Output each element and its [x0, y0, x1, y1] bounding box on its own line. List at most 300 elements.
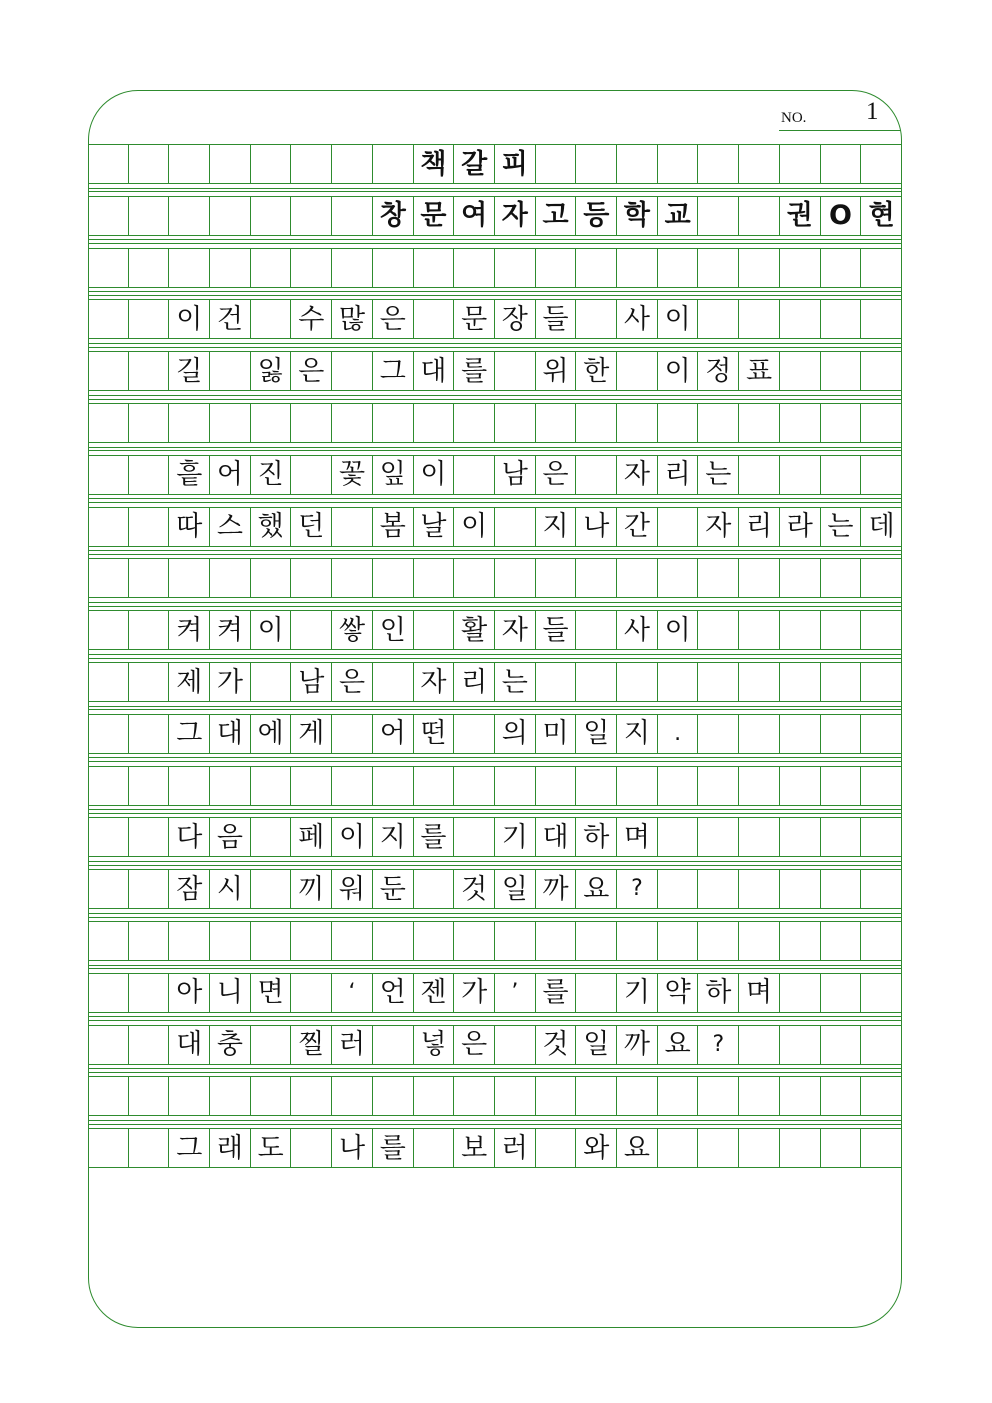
- grid-cell-char: 이: [454, 508, 495, 546]
- grid-cell-char: 표: [739, 352, 780, 390]
- grid-cell-char: 를: [536, 974, 577, 1012]
- grid-cell-empty: [536, 145, 577, 183]
- grid-cell-empty: [292, 249, 333, 287]
- grid-cell-empty: [576, 456, 617, 494]
- grid-cell-empty: [210, 352, 251, 390]
- grid-row: [88, 610, 902, 650]
- grid-cell-empty: [821, 974, 862, 1012]
- grid-cell-empty: [129, 508, 170, 546]
- grid-cell-char: 이: [332, 818, 373, 856]
- grid-cell-empty: [780, 1077, 821, 1115]
- grid-cell-empty: [414, 249, 455, 287]
- grid-cell-empty: [414, 767, 455, 805]
- grid-cell-empty: [861, 767, 902, 805]
- grid-row: [88, 973, 902, 1013]
- grid-cell-empty: [658, 663, 699, 701]
- grid-cell-char: 많: [332, 300, 373, 338]
- grid-cell-empty: [129, 974, 170, 1012]
- grid-cell-empty: [861, 559, 902, 597]
- grid-gap-line: [88, 813, 902, 814]
- grid-cell-char: 자: [699, 508, 740, 546]
- grid-cell-empty: [739, 300, 780, 338]
- grid-cell-empty: [576, 767, 617, 805]
- grid-cell-char: 아: [169, 974, 210, 1012]
- grid-cell-empty: [169, 767, 210, 805]
- grid-cell-empty: [658, 870, 699, 908]
- grid-cell-empty: [414, 559, 455, 597]
- grid-row: [88, 144, 902, 184]
- grid-cell-empty: [861, 974, 902, 1012]
- grid-cell-empty: [821, 559, 862, 597]
- grid-cell-empty: [332, 767, 373, 805]
- grid-cell-empty: [861, 145, 902, 183]
- grid-cell-empty: [251, 922, 292, 960]
- grid-cell-char: 인: [373, 611, 414, 649]
- grid-cell-empty: [495, 404, 536, 442]
- grid-cell-empty: [88, 300, 129, 338]
- grid-row: [88, 403, 902, 443]
- grid-cell-char: 사: [617, 300, 658, 338]
- grid-cell-empty: [332, 404, 373, 442]
- grid-cell-char: 까: [536, 870, 577, 908]
- grid-gap-line: [88, 550, 902, 551]
- grid-cell-empty: [169, 1077, 210, 1115]
- grid-cell-empty: [251, 870, 292, 908]
- grid-cell-empty: [88, 1129, 129, 1167]
- grid-gap-line: [88, 658, 902, 659]
- grid-cell-empty: [88, 249, 129, 287]
- grid-cell-char: 시: [210, 870, 251, 908]
- grid-cell-empty: [414, 870, 455, 908]
- grid-cell-empty: [129, 767, 170, 805]
- grid-row: [88, 1025, 902, 1065]
- grid-cell-empty: [454, 404, 495, 442]
- grid-cell-char: 진: [251, 456, 292, 494]
- grid-gap-line: [88, 395, 902, 396]
- grid-cell-char: 켜: [169, 611, 210, 649]
- grid-cell-char: 게: [292, 715, 333, 753]
- grid-cell-empty: [536, 559, 577, 597]
- grid-cell-empty: [414, 404, 455, 442]
- grid-row: [88, 1076, 902, 1116]
- grid-cell-char: 정: [699, 352, 740, 390]
- grid-cell-char: 수: [292, 300, 333, 338]
- grid-cell-empty: [210, 1077, 251, 1115]
- grid-cell-char: 충: [210, 1026, 251, 1064]
- grid-gap-line: [88, 498, 902, 499]
- grid-cell-char: ?: [617, 870, 658, 908]
- grid-cell-empty: [129, 249, 170, 287]
- grid-cell-empty: [699, 767, 740, 805]
- grid-cell-char: 넣: [414, 1026, 455, 1064]
- grid-cell-empty: [821, 818, 862, 856]
- grid-cell-empty: [88, 870, 129, 908]
- grid-cell-empty: [373, 767, 414, 805]
- grid-cell-empty: [169, 559, 210, 597]
- grid-cell-empty: [658, 145, 699, 183]
- grid-cell-empty: [617, 1077, 658, 1115]
- grid-cell-char: 은: [454, 1026, 495, 1064]
- grid-cell-empty: [332, 559, 373, 597]
- grid-cell-empty: [780, 404, 821, 442]
- grid-cell-empty: [251, 1026, 292, 1064]
- grid-cell-char: 는: [495, 663, 536, 701]
- grid-cell-empty: [88, 197, 129, 235]
- grid-cell-empty: [292, 1129, 333, 1167]
- grid-gap-line: [88, 1068, 902, 1069]
- grid-gap-line: [88, 709, 902, 710]
- grid-cell-empty: [658, 922, 699, 960]
- grid-cell-empty: [699, 663, 740, 701]
- grid-cell-empty: [88, 559, 129, 597]
- grid-cell-empty: [658, 249, 699, 287]
- grid-cell-empty: [780, 818, 821, 856]
- grid-cell-char: 지: [373, 818, 414, 856]
- grid-cell-char: 들: [536, 611, 577, 649]
- grid-cell-char: 는: [821, 508, 862, 546]
- grid-row: [88, 817, 902, 857]
- grid-cell-char: 쌓: [332, 611, 373, 649]
- grid-cell-char: 제: [169, 663, 210, 701]
- grid-cell-empty: [129, 818, 170, 856]
- grid-cell-empty: [292, 404, 333, 442]
- grid-cell-empty: [739, 663, 780, 701]
- grid-gap-line: [88, 239, 902, 240]
- grid-cell-empty: [88, 818, 129, 856]
- grid-cell-empty: [739, 145, 780, 183]
- grid-cell-empty: [292, 197, 333, 235]
- grid-row: [88, 766, 902, 806]
- grid-cell-char: 약: [658, 974, 699, 1012]
- grid-cell-empty: [332, 249, 373, 287]
- grid-cell-empty: [495, 767, 536, 805]
- grid-cell-char: 찔: [292, 1026, 333, 1064]
- grid-cell-empty: [617, 559, 658, 597]
- grid-cell-empty: [292, 767, 333, 805]
- grid-cell-char: 데: [868, 511, 895, 543]
- grid-cell-empty: [129, 404, 170, 442]
- grid-cell-empty: [739, 1077, 780, 1115]
- grid-cell-empty: [129, 715, 170, 753]
- grid-cell-char: 도: [251, 1129, 292, 1167]
- grid-cell-empty: [821, 715, 862, 753]
- grid-cell-empty: [617, 249, 658, 287]
- grid-cell-empty: [739, 611, 780, 649]
- grid-cell-char: 에: [251, 715, 292, 753]
- grid-cell-empty: [251, 1077, 292, 1115]
- grid-cell-empty: [210, 559, 251, 597]
- grid-cell-empty: [88, 1077, 129, 1115]
- grid-cell-empty: [780, 715, 821, 753]
- grid-cell-empty: [658, 404, 699, 442]
- grid-cell-empty: [576, 611, 617, 649]
- grid-cell-char: 대: [210, 715, 251, 753]
- grid-cell-empty: [821, 767, 862, 805]
- grid-cell-empty: [210, 767, 251, 805]
- grid-cell-char: 둔: [373, 870, 414, 908]
- grid-gap-line: [88, 913, 902, 914]
- grid-cell-char: 어: [373, 715, 414, 753]
- grid-cell-char: 보: [454, 1129, 495, 1167]
- grid-cell-char: 다: [169, 818, 210, 856]
- grid-cell-empty: [536, 663, 577, 701]
- grid-cell-char: 잃: [251, 352, 292, 390]
- grid-cell-char: 니: [210, 974, 251, 1012]
- grid-cell-char: 지: [536, 508, 577, 546]
- grid-cell-empty: [536, 404, 577, 442]
- grid-cell-char: 문: [454, 300, 495, 338]
- grid-cell-empty: [780, 663, 821, 701]
- grid-cell-empty: [536, 249, 577, 287]
- grid-cell-empty: [821, 1077, 862, 1115]
- grid-cell-empty: [495, 1077, 536, 1115]
- grid-cell-empty: [821, 145, 862, 183]
- grid-cell-char: 장: [495, 300, 536, 338]
- grid-gap-line: [88, 1016, 902, 1017]
- grid-cell-empty: [251, 145, 292, 183]
- grid-cell-char: 은: [373, 300, 414, 338]
- grid-cell-char: 사: [617, 611, 658, 649]
- grid-cell-empty: [821, 352, 862, 390]
- grid-cell-empty: [821, 611, 862, 649]
- grid-cell-char: 스: [210, 508, 251, 546]
- grid-cell-empty: [861, 922, 902, 960]
- grid-cell-empty: [536, 1077, 577, 1115]
- grid-cell-empty: [373, 559, 414, 597]
- grid-gap-line: [88, 1020, 902, 1021]
- grid-cell-empty: [699, 1077, 740, 1115]
- grid-cell-empty: [373, 145, 414, 183]
- grid-gap-line: [88, 447, 902, 448]
- grid-gap-line: [88, 809, 902, 810]
- grid-cell-empty: [780, 1026, 821, 1064]
- grid-cell-char: 것: [536, 1026, 577, 1064]
- grid-cell-char: .: [658, 715, 699, 753]
- grid-cell-char: 잎: [373, 456, 414, 494]
- grid-cell-empty: [88, 767, 129, 805]
- grid-cell-char: 그: [169, 715, 210, 753]
- grid-row: [88, 196, 902, 236]
- page-number-label: NO.: [781, 110, 807, 126]
- grid-cell-empty: [129, 559, 170, 597]
- grid-cell-char: 요: [617, 1129, 658, 1167]
- grid-cell-empty: [699, 559, 740, 597]
- grid-cell-char: 그: [373, 352, 414, 390]
- grid-cell-empty: [251, 767, 292, 805]
- grid-cell-empty: [699, 300, 740, 338]
- grid-cell-empty: [617, 352, 658, 390]
- grid-cell-empty: [861, 715, 902, 753]
- grid-cell-char: 권: [780, 197, 821, 235]
- grid-cell-char: 길: [169, 352, 210, 390]
- grid-cell-char: 꽃: [332, 456, 373, 494]
- grid-cell-empty: [861, 456, 902, 494]
- grid-cell-empty: [739, 922, 780, 960]
- grid-cell-empty: [739, 559, 780, 597]
- grid-cell-empty: [88, 352, 129, 390]
- grid-cell-empty: [454, 767, 495, 805]
- grid-cell-char: 래: [210, 1129, 251, 1167]
- grid-cell-char: 하: [699, 974, 740, 1012]
- grid-cell-char: 와: [576, 1129, 617, 1167]
- grid-cell-empty: [332, 922, 373, 960]
- grid-cell-char: 자: [495, 197, 536, 235]
- grid-cell-char: 일: [576, 715, 617, 753]
- grid-cell-char: 대: [169, 1026, 210, 1064]
- grid-cell-empty: [821, 456, 862, 494]
- grid-cell-empty: [780, 300, 821, 338]
- grid-cell-char: 음: [210, 818, 251, 856]
- grid-cell-empty: [332, 145, 373, 183]
- grid-cell-char: 라: [780, 508, 821, 546]
- grid-cell-empty: [169, 197, 210, 235]
- grid-cell-char: 창: [373, 197, 414, 235]
- grid-cell-char: 은: [332, 663, 373, 701]
- grid-gap-line: [88, 347, 902, 348]
- grid-cell-empty: [210, 922, 251, 960]
- grid-cell-char: 갈: [454, 145, 495, 183]
- grid-cell-char: 의: [495, 715, 536, 753]
- grid-cell-empty: [861, 352, 902, 390]
- grid-cell-empty: [576, 559, 617, 597]
- grid-gap-line: [88, 965, 902, 966]
- grid-cell-char: 나: [576, 508, 617, 546]
- grid-cell-empty: [739, 1026, 780, 1064]
- grid-gap-line: [88, 865, 902, 866]
- grid-cell-char: 잠: [169, 870, 210, 908]
- grid-cell-char: 가: [210, 663, 251, 701]
- grid-gap-line: [88, 861, 902, 862]
- grid-cell-empty: [780, 974, 821, 1012]
- grid-gap-line: [88, 968, 902, 969]
- grid-gap-line: [88, 399, 902, 400]
- grid-cell-empty: [129, 1129, 170, 1167]
- grid-cell-empty: [658, 818, 699, 856]
- grid-cell-char: 젠: [414, 974, 455, 1012]
- grid-cell-empty: [739, 818, 780, 856]
- grid-row: [88, 248, 902, 288]
- grid-cell-empty: [821, 922, 862, 960]
- grid-cell-char: 그: [169, 1129, 210, 1167]
- grid-cell-char: 요: [658, 1026, 699, 1064]
- grid-cell-char: 위: [536, 352, 577, 390]
- grid-gap-line: [88, 295, 902, 296]
- grid-cell-empty: [780, 559, 821, 597]
- grid-cell-empty: [861, 818, 902, 856]
- grid-cell-empty: [454, 1077, 495, 1115]
- grid-cell-empty: [576, 922, 617, 960]
- grid-cell-empty: [129, 922, 170, 960]
- grid-cell-empty: [292, 974, 333, 1012]
- grid-cell-char: 일: [576, 1026, 617, 1064]
- grid-cell-empty: [332, 715, 373, 753]
- grid-cell-empty: [373, 1026, 414, 1064]
- grid-cell-char: 여: [454, 197, 495, 235]
- grid-gap-line: [88, 191, 902, 192]
- grid-cell-char: 며: [617, 818, 658, 856]
- grid-cell-char: 를: [454, 352, 495, 390]
- grid-cell-empty: [251, 404, 292, 442]
- grid-cell-empty: [576, 974, 617, 1012]
- grid-gap-line: [88, 917, 902, 918]
- grid-cell-empty: [332, 352, 373, 390]
- grid-cell-empty: [373, 249, 414, 287]
- grid-cell-empty: [617, 663, 658, 701]
- grid-gap-line: [88, 188, 902, 189]
- grid-cell-empty: [658, 508, 699, 546]
- grid-gap-line: [88, 554, 902, 555]
- grid-cell-empty: [617, 404, 658, 442]
- grid-cell-char: ‘: [332, 974, 373, 1012]
- grid-cell-empty: [129, 1026, 170, 1064]
- grid-cell-empty: [658, 559, 699, 597]
- grid-cell-empty: [699, 715, 740, 753]
- grid-cell-char: 했: [251, 508, 292, 546]
- grid-cell-empty: [739, 1129, 780, 1167]
- grid-row: [88, 351, 902, 391]
- grid-gap-line: [88, 502, 902, 503]
- grid-cell-empty: [169, 249, 210, 287]
- grid-cell-char: 일: [495, 870, 536, 908]
- grid-cell-empty: [129, 611, 170, 649]
- grid-cell-char: 피: [495, 145, 536, 183]
- page-number-value: 1: [866, 98, 879, 125]
- grid-gap-line: [88, 291, 902, 292]
- grid-cell-char: 나: [332, 1129, 373, 1167]
- grid-cell-char: 한: [576, 352, 617, 390]
- grid-cell-empty: [861, 1077, 902, 1115]
- grid-cell-empty: [780, 767, 821, 805]
- grid-cell-char: 것: [454, 870, 495, 908]
- grid-cell-char: 남: [292, 663, 333, 701]
- grid-cell-char: 날: [414, 508, 455, 546]
- grid-cell-char: 를: [373, 1129, 414, 1167]
- grid-cell-char: 들: [536, 300, 577, 338]
- grid-cell-empty: [454, 818, 495, 856]
- grid-cell-empty: [780, 611, 821, 649]
- grid-cell-empty: [129, 456, 170, 494]
- grid-cell-empty: [576, 663, 617, 701]
- grid-cell-empty: [454, 456, 495, 494]
- grid-cell-empty: [739, 767, 780, 805]
- grid-cell-empty: [495, 1026, 536, 1064]
- grid-cell-empty: [699, 197, 740, 235]
- grid-cell-empty: [658, 767, 699, 805]
- grid-cell-empty: [576, 404, 617, 442]
- grid-cell-empty: [129, 300, 170, 338]
- grid-cell-empty: [861, 1129, 902, 1167]
- grid-cell-char: 은: [292, 352, 333, 390]
- grid-cell-empty: [576, 145, 617, 183]
- grid-cell-empty: [210, 197, 251, 235]
- grid-cell-char: 를: [414, 818, 455, 856]
- grid-cell-empty: [88, 508, 129, 546]
- grid-cell-empty: [251, 559, 292, 597]
- grid-cell-empty: [292, 611, 333, 649]
- grid-cell-empty: [821, 404, 862, 442]
- grid-cell-empty: [536, 922, 577, 960]
- grid-cell-empty: [821, 1026, 862, 1064]
- grid-gap-line: [88, 706, 902, 707]
- grid-cell-empty: [699, 249, 740, 287]
- grid-gap-line: [88, 243, 902, 244]
- grid-cell-char: 이: [251, 611, 292, 649]
- grid-row: [88, 558, 902, 598]
- grid-cell-char: 교: [658, 197, 699, 235]
- grid-cell-empty: [129, 663, 170, 701]
- grid-cell-char: 리: [454, 663, 495, 701]
- grid-gap-line: [88, 606, 902, 607]
